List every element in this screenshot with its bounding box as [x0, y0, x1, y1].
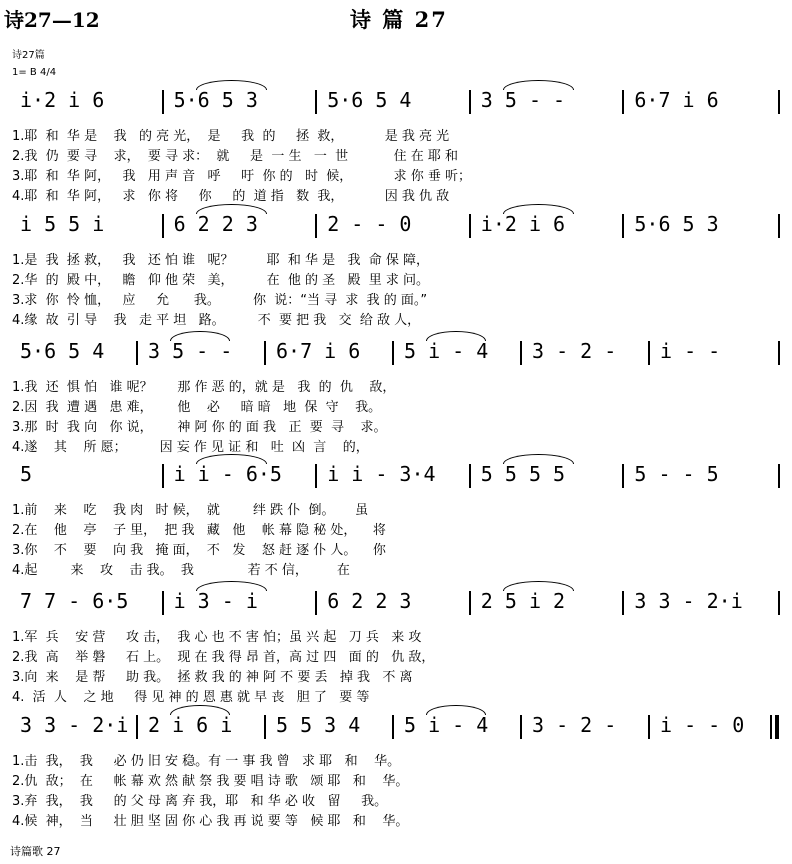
lyric-line: 1.耶 和 华 是 我 的 亮 光， 是 我 的 拯 救， 是 我 亮 光 [12, 129, 450, 144]
lyric-line: 1.是 我 拯 救， 我 还 怕 谁 呢？ 耶 和 华 是 我 命 保 障， [12, 253, 430, 268]
barline [136, 341, 138, 365]
lyric-line: 3.求 你 怜 恤， 应 允 我。 你 说：“当 寻 求 我 的 面。” [12, 293, 428, 308]
slur-arc [426, 705, 486, 715]
notation-row [12, 589, 780, 615]
lyric-line: 3.那 时 我 向 你 说， 神 阿 你 的 面 我 正 要 寻 求。 [12, 420, 387, 435]
barline [648, 715, 650, 739]
notation-row [12, 713, 780, 739]
measure: 5·6 5 3 [173, 88, 258, 112]
slur-arc [196, 454, 267, 464]
song-title: 诗 篇 27 [350, 7, 448, 32]
barline [162, 464, 164, 488]
lyric-line: 1.军 兵 安 营 攻 击， 我 心 也 不 害 怕；虽 兴 起 刀 兵 来 攻 [12, 630, 422, 645]
measure: i·2 i 6 [20, 88, 105, 112]
lyric-line: 2.仇 敌； 在 帐 幕 欢 然 献 祭 我 要 唱 诗 歌 颂 耶 和 华。 [12, 774, 409, 789]
barline [469, 90, 471, 114]
barline [469, 591, 471, 615]
lyric-line: 3.弃 我， 我 的 父 母 离 弃 我，耶 和 华 必 收 留 我。 [12, 794, 388, 809]
measure: 2 - - 0 [327, 212, 412, 236]
measure: 5·6 5 4 [20, 339, 105, 363]
measure: i i - 6·5 [173, 462, 282, 486]
lyric-line: 2.在 他 亭 子 里， 把 我 藏 他 帐 幕 隐 秘 处， 将 [12, 523, 386, 538]
measure: 5 i - 4 [404, 339, 489, 363]
lyric-line: 4.候 神， 当 壮 胆 坚 固 你 心 我 再 说 要 等 候 耶 和 华。 [12, 814, 409, 829]
slur-arc [196, 80, 267, 90]
measure: i - - [660, 339, 721, 363]
final-barline-thick [775, 715, 779, 739]
page-number-header: 诗27—12 [4, 8, 100, 32]
final-barline-thin [770, 715, 772, 739]
lyric-line: 4.缘 故 引 导 我 走 平 坦 路。 不 要 把 我 交 给 敌 人， [12, 313, 421, 328]
lyric-line: 2.我 高 举 磐 石 上。 现 在 我 得 昂 首，高 过 四 面 的 仇 敌， [12, 650, 435, 665]
lyric-line: 3.耶 和 华 阿， 我 用 声 音 呼 吁 你 的 时 候， 求 你 垂 听； [12, 169, 471, 184]
key-signature: 1= B 4/4 [12, 67, 57, 78]
lyric-line: 1.前 来 吃 我 肉 时 候， 就 绊 跌 仆 倒。 虽 [12, 503, 369, 518]
notation-row [12, 462, 780, 488]
barline [622, 214, 624, 238]
measure: 3 - 2 - [532, 339, 617, 363]
barline [778, 464, 780, 488]
lyric-line: 4.遂 其 所 愿； 因 妄 作 见 证 和 吐 凶 言 的， [12, 440, 369, 455]
lyric-line: 1.击 我， 我 必 仍 旧 安 稳。有 一 事 我 曾 求 耶 和 华。 [12, 754, 401, 769]
psalm-label: 诗27篇 [12, 50, 45, 61]
slur-arc [196, 581, 267, 591]
lyric-line: 4.耶 和 华 阿， 求 你 将 你 的 道 指 数 我， 因 我 仇 敌 [12, 189, 450, 204]
measure: 6·7 i 6 [634, 88, 719, 112]
barline [162, 591, 164, 615]
notation-row [12, 88, 780, 114]
measure: i - - 0 [660, 713, 745, 737]
measure: 5 [20, 462, 33, 486]
barline [622, 591, 624, 615]
measure: i 5 5 i [20, 212, 105, 236]
lyric-line: 3.你 不 要 向 我 掩 面， 不 发 怒 赶 逐 仆 人。 你 [12, 543, 386, 558]
measure: 2 i 6 i [148, 713, 233, 737]
measure: i 3 - i [173, 589, 258, 613]
barline [315, 90, 317, 114]
slur-arc [503, 581, 574, 591]
measure: 3 5 - - [148, 339, 233, 363]
measure: 5·6 5 4 [327, 88, 412, 112]
lyric-line: 2.因 我 遭 遇 患 难， 他 必 暗 暗 地 保 守 我。 [12, 400, 382, 415]
measure: 5·6 5 3 [634, 212, 719, 236]
barline [162, 90, 164, 114]
barline [136, 715, 138, 739]
measure: i·2 i 6 [480, 212, 566, 236]
barline [162, 214, 164, 238]
measure: 5 5 3 4 [276, 713, 361, 737]
measure: 7 7 - 6·5 [20, 589, 129, 613]
barline [469, 214, 471, 238]
measure: 3 3 - 2·i [20, 713, 129, 737]
lyric-line: 4.起 来 攻 击 我。 我 若 不 信， 在 [12, 563, 350, 578]
measure: 6·7 i 6 [276, 339, 361, 363]
footer-label: 诗篇歌 27 [10, 845, 61, 858]
slur-arc [503, 204, 574, 214]
barline [622, 90, 624, 114]
measure: 5 5 5 5 [480, 462, 566, 486]
barline [469, 464, 471, 488]
lyric-line: 2.我 仍 要 寻 求， 要 寻 求： 就 是 一 生 一 世 住 在 耶 和 [12, 149, 458, 164]
slur-arc [196, 204, 267, 214]
barline [392, 341, 394, 365]
lyric-line: 2.华 的 殿 中， 瞻 仰 他 荣 美， 在 他 的 圣 殿 里 求 问。 [12, 273, 430, 288]
lyric-line: 3.向 来 是 帮 助 我。 拯 救 我 的 神 阿 不 要 丢 掉 我 不 离 [12, 670, 413, 685]
slur-arc [426, 331, 486, 341]
measure: 3 3 - 2·i [634, 589, 743, 613]
barline [315, 214, 317, 238]
barline [520, 341, 522, 365]
barline [264, 341, 266, 365]
measure: i i - 3·4 [327, 462, 436, 486]
slur-arc [503, 454, 574, 464]
barline [520, 715, 522, 739]
notation-row [12, 339, 780, 365]
barline [778, 90, 780, 114]
barline [778, 214, 780, 238]
barline [264, 715, 266, 739]
barline [315, 464, 317, 488]
slur-arc [170, 331, 230, 341]
lyric-line: 4. 活 人 之 地 得 见 神 的 恩 惠 就 早 丧 胆 了 要 等 [12, 690, 370, 705]
measure: 6 2 2 3 [327, 589, 412, 613]
slur-arc [170, 705, 230, 715]
measure: 6 2 2 3 [173, 212, 258, 236]
barline [392, 715, 394, 739]
barline [315, 591, 317, 615]
barline [778, 341, 780, 365]
barline [778, 591, 780, 615]
barline [648, 341, 650, 365]
measure: 3 - 2 - [532, 713, 617, 737]
slur-arc [503, 80, 574, 90]
barline [622, 464, 624, 488]
measure: 3 5 - - [480, 88, 566, 112]
notation-row [12, 212, 780, 238]
lyric-line: 1.我 还 惧 怕 谁 呢？ 那 作 恶 的，就 是 我 的 仇 敌， [12, 380, 396, 395]
measure: 2 5 i 2 [480, 589, 566, 613]
measure: 5 - - 5 [634, 462, 719, 486]
measure: 5 i - 4 [404, 713, 489, 737]
